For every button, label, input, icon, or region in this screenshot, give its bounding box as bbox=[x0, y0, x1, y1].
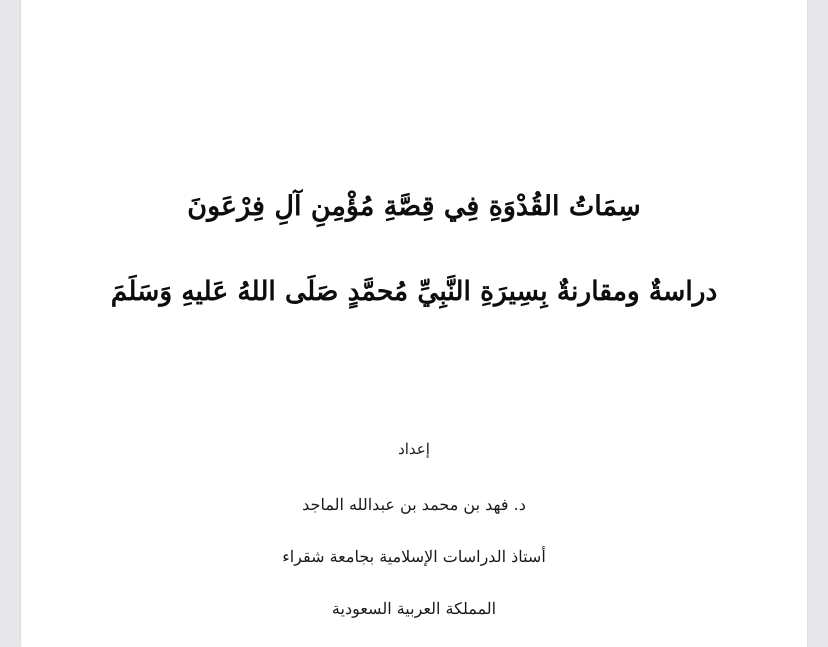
prepared-by-label: إعداد bbox=[398, 440, 430, 458]
author-position: أستاذ الدراسات الإسلامية بجامعة شقراء bbox=[282, 547, 546, 566]
author-country: المملكة العربية السعودية bbox=[331, 599, 497, 618]
document-page bbox=[21, 0, 807, 647]
author-name: د. فهد بن محمد بن عبدالله الماجد bbox=[302, 495, 526, 514]
document-subtitle: دراسةٌ ومقارنةٌ بِسِيرَةِ النَّبِيِّ مُحمَّدٍ صَلَى اللهُ عَليهِ وَسَلَمَ bbox=[110, 276, 718, 307]
document-title: سِمَاتُ القُدْوَةِ فِي قِصَّةِ مُؤْمِنِ آلِ فِرْعَونَ bbox=[187, 191, 641, 222]
